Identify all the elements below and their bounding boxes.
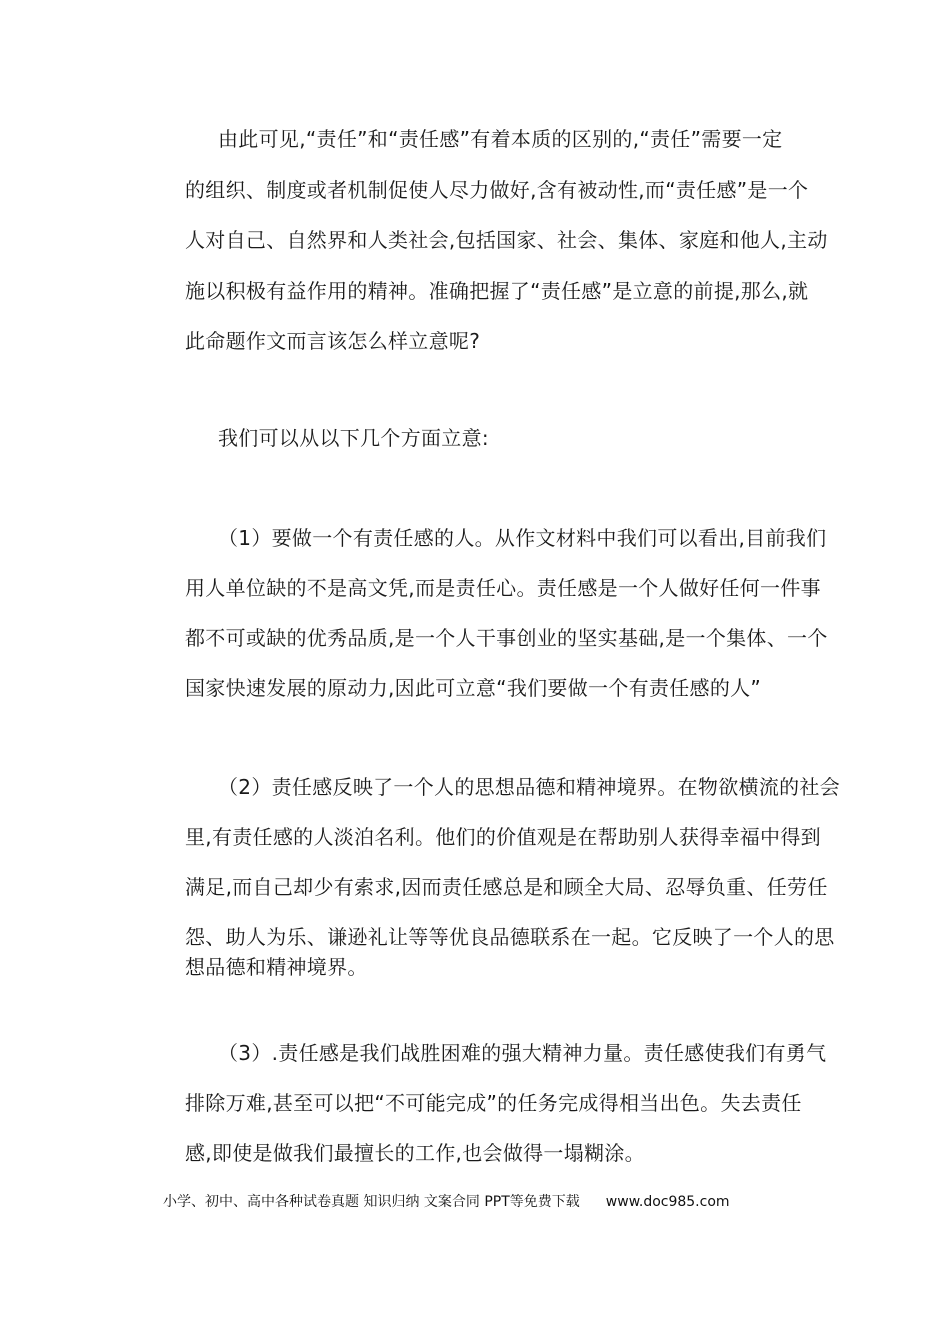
paragraph-point-2 bbox=[145, 775, 841, 979]
text-line: 里,有责任感的人淡泊名利。他们的价值观是在帮助别人获得幸福中得到 bbox=[185, 825, 821, 849]
text-line: 的组织、制度或者机制促使人尽力做好,含有被动性,而“责任感”是一个 bbox=[185, 177, 809, 202]
text-line: 都不可或缺的优秀品质,是一个人干事创业的坚实基础,是一个集体、一个 bbox=[185, 626, 828, 650]
footer-text: 小学、初中、高中各种试卷真题 知识归纳 文案合同 PPT等免费下载 bbox=[163, 1194, 580, 1210]
text-line: 国家快速发展的原动力,因此可立意“我们要做一个有责任感的人” bbox=[185, 676, 762, 700]
footer-url-link[interactable]: www.doc985.com bbox=[605, 1194, 730, 1210]
text-line: 感,即使是做我们最擅长的工作,也会做得一塌糊涂。 bbox=[185, 1141, 645, 1165]
text-line: 用人单位缺的不是高文凭,而是责任心。责任感是一个人做好任何一件事 bbox=[185, 576, 821, 600]
paragraph-intro-aspects bbox=[145, 428, 817, 448]
text-line: 怨、助人为乐、谦逊礼让等等优良品德联系在一起。它反映了一个人的思 bbox=[185, 925, 835, 949]
text-line: 我们可以从以下几个方面立意: bbox=[218, 426, 489, 450]
page-footer bbox=[163, 1191, 730, 1211]
text-line: （3）.责任感是我们战胜困难的强大精神力量。责任感使我们有勇气 bbox=[218, 1041, 827, 1065]
text-line: （1）要做一个有责任感的人。从作文材料中我们可以看出,目前我们 bbox=[218, 526, 827, 550]
text-line: 由此可见,“责任”和“责任感”有着本质的区别的,“责任”需要一定 bbox=[218, 127, 783, 151]
text-line: 此命题作文而言该怎么样立意呢? bbox=[185, 329, 481, 353]
paragraph-point-3 bbox=[145, 1041, 827, 1193]
text-line: 排除万难,甚至可以把“不可能完成”的任务完成得相当出色。失去责任 bbox=[185, 1091, 802, 1115]
text-line: 满足,而自己却少有索求,因而责任感总是和顾全大局、忍辱负重、任劳任 bbox=[185, 875, 828, 899]
paragraph-conclusion bbox=[145, 127, 828, 382]
text-line: （2）责任感反映了一个人的思想品德和精神境界。在物欲横流的社会 bbox=[218, 775, 841, 799]
text-line: 施以积极有益作用的精神。准确把握了“责任感”是立意的前提,那么,就 bbox=[185, 278, 809, 303]
text-line: 想品德和精神境界。 bbox=[185, 955, 368, 979]
paragraph-point-1 bbox=[145, 526, 828, 728]
text-line: 人对自己、自然界和人类社会,包括国家、社会、集体、家庭和他人,主动 bbox=[185, 228, 828, 252]
